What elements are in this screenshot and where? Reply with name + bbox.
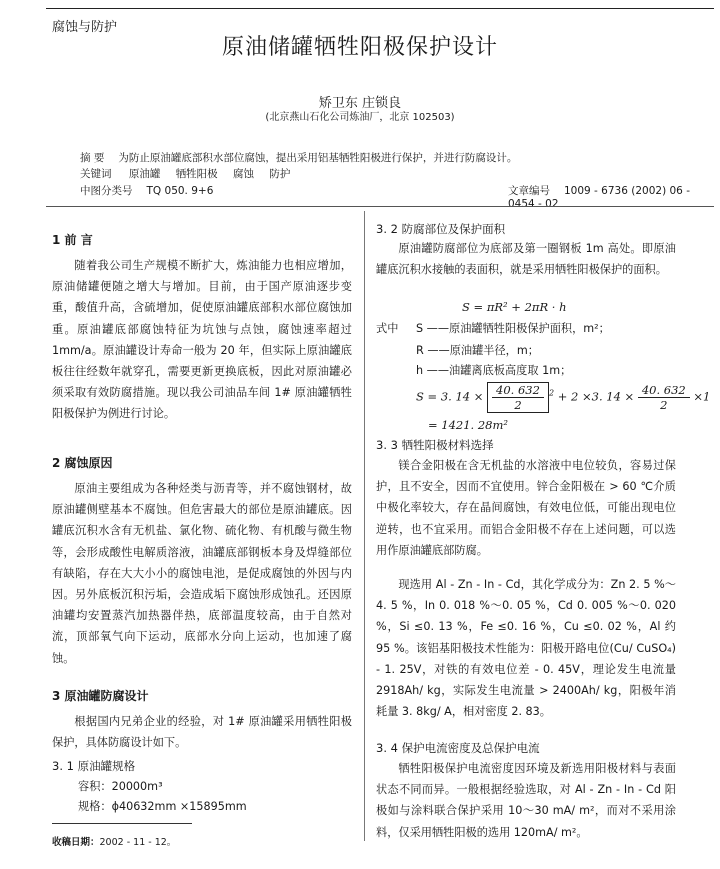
keyword: 原油罐 bbox=[128, 168, 161, 180]
subsection-heading: 3. 4 保护电流密度及总保护电流 bbox=[376, 741, 540, 755]
header-rule bbox=[46, 206, 714, 207]
volume-label: 容积： bbox=[78, 780, 112, 793]
clc-number bbox=[80, 183, 213, 198]
keywords bbox=[80, 166, 302, 181]
section-heading: 1 前 言 bbox=[52, 233, 93, 247]
tank-spec bbox=[78, 798, 247, 814]
keyword: 牺牲阳极 bbox=[175, 168, 218, 180]
section-paragraph: 牺牲阳极保护电流密度因环境及新选用阳极材料与表面状态不同而异。一般根据经验选取，对 Al - Zn - In - Cd 阳极如与涂料联合保护采用 10～30 mA/ m²，而对不采用涂料，仅采用牺牲阳极的选用 120mA/ m²。 bbox=[376, 762, 676, 839]
calc-denominator: 2 bbox=[660, 398, 668, 412]
spec-value: ϕ40632mm ×15895mm bbox=[111, 800, 247, 813]
calc-fraction bbox=[638, 383, 690, 412]
section-paragraph: 原油主要组成为各种烃类与沥青等，并不腐蚀钢材，故原油罐侧壁基本不腐蚀。但危害最大的部位是原油罐底。因罐底沉积水含有无机盐、氯化物、硫化物、有机酸与微生物等，会形成酸性电解质溶液，油罐底部钢板本身及焊缝部位有缺陷，存在大大小小的腐蚀电池，是促成腐蚀的外因与内因。另外底板沉积污垢，会造成垢下腐蚀形成蚀孔。还因原油罐均安置蒸汽加热器伴热，底部温度较高，由于自然对流，顶部氧气向下运动，底部水分向上运动，也加速了腐蚀。 bbox=[52, 482, 352, 665]
section-paragraph: 随着我公司生产规模不断扩大，炼油能力也相应增加，原油储罐便随之增大与增加。目前，由于国产原油逐步变重，酸值升高，含硫增加，促使原油罐底部积水部位腐蚀加重。原油罐底部腐蚀特征为坑蚀与点蚀，腐蚀速率超过 1mm/a。原油罐设计寿命一般为 20 年，但实际上原油罐底板往往经数年就穿孔，需要更新更换底板，因此对原油罐必须采取有效防腐措施。现以我公司油品车间 1# 原油罐牺牲阳极保护为例进行讨论。 bbox=[52, 259, 352, 421]
calc-prefix: S = 3. 14 × bbox=[416, 389, 484, 404]
where-h: h ——油罐离底板高度取 1m； bbox=[416, 364, 572, 377]
abstract bbox=[80, 150, 700, 165]
section-heading: 2 腐蚀原因 bbox=[52, 456, 113, 470]
article-value: 1009 - 6736 (2002) 06 - 0454 - 02 bbox=[508, 185, 690, 210]
received-date bbox=[52, 834, 176, 848]
clc-value: TQ 050. 9+6 bbox=[146, 185, 214, 197]
tank-volume bbox=[78, 778, 163, 794]
affiliation: (北京燕山石化公司炼油厂，北京 102503) bbox=[265, 112, 455, 123]
column-divider bbox=[364, 211, 365, 841]
footnote-rule bbox=[52, 823, 192, 824]
area-formula: S = πR² + 2πR · h bbox=[462, 300, 567, 314]
calc-numerator: 40. 632 bbox=[492, 383, 544, 398]
abstract-text: 为防止原油罐底部积水部位腐蚀，提出采用铝基牺牲阳极进行保护，并进行防腐设计。 bbox=[118, 152, 518, 164]
section-paragraph: 镁合金阳极在含无机盐的水溶液中电位较负，容易过保护，且不安全，因而不宜使用。锌合金阳极在 > 60 ℃介质中极化率较大，存在晶间腐蚀，有效电位低，可能出现电位逆转，也不宜采用。而铝合金阳极不存在上述问题，可以选用作原油罐底部防腐。 bbox=[376, 459, 676, 557]
volume-value: 20000m³ bbox=[111, 780, 163, 793]
keyword: 防护 bbox=[269, 168, 291, 180]
section-paragraph: 根据国内兄弟企业的经验，对 1# 原油罐采用牺牲阳极保护，具体防腐设计如下。 bbox=[52, 715, 352, 750]
received-value: 2002 - 11 - 12。 bbox=[99, 837, 177, 848]
section-paragraph: 原油罐防腐部位为底部及第一圈钢板 1m 高处。即原油罐底沉积水接触的表面积，就是采用牺牲阳极保护的面积。 bbox=[376, 242, 676, 277]
running-title: 腐蚀与防护 bbox=[52, 20, 118, 35]
received-label: 收稿日期： bbox=[52, 837, 100, 848]
calc-denominator: 2 bbox=[514, 398, 522, 412]
keyword: 腐蚀 bbox=[233, 168, 255, 180]
clc-label: 中图分类号 bbox=[80, 185, 133, 197]
area-calculation: S = 3. 14 × $\frac{40. 632}{2}$ $^2$ + 2 ×3. 14 × $\frac{40. 632}{2}$ ×1 bbox=[416, 383, 711, 412]
abstract-label: 摘 要 bbox=[80, 152, 105, 164]
where-s: S ——原油罐牺牲阳极保护面积，m²； bbox=[416, 322, 610, 335]
section-paragraph: 现选用 Al - Zn - In - Cd，其化学成分为：Zn 2. 5 %～4. 5 %，In 0. 018 %～0. 05 %，Cd 0. 005 %～0. 020 %，Si ≤0. 13 %，Fe ≤0. 16 %，Cu ≤0. 02 %，Al 约 95 %。该铝基阳极技术性能为：阳极开路电位(Cu/ CuSO₄) - 1. 25V，对铁的有效电位差 - 0. 45V，理论发生电流量 2918Ah/ kg，实际发生电流量 > 2400Ah/ kg，阳极年消耗量 3. 8kg/ A，相对密度 2. 83。 bbox=[376, 578, 676, 719]
article-label: 文章编号 bbox=[508, 185, 550, 197]
keywords-label: 关键词 bbox=[80, 168, 112, 180]
top-rule bbox=[46, 8, 714, 9]
authors: 矫卫东 庄锁良 bbox=[318, 96, 402, 111]
section-heading: 3 原油罐防腐设计 bbox=[52, 689, 149, 703]
page-title: 原油储罐牺牲阳极保护设计 bbox=[221, 35, 498, 60]
calc-middle: + 2 ×3. 14 × bbox=[557, 389, 635, 404]
subsection-heading: 3. 1 原油罐规格 bbox=[52, 759, 136, 773]
calc-numerator: 40. 632 bbox=[638, 383, 690, 398]
subsection-heading: 3. 3 牺牲阳极材料选择 bbox=[376, 438, 494, 452]
spec-label: 规格： bbox=[78, 800, 112, 813]
calc-fraction-squared bbox=[487, 382, 549, 413]
where-label: 式中 bbox=[376, 322, 399, 335]
calc-tail: ×1 bbox=[693, 389, 711, 404]
where-r: R ——原油罐半径，m； bbox=[416, 344, 539, 357]
subsection-heading: 3. 2 防腐部位及保护面积 bbox=[376, 222, 506, 236]
calc-result: = 1421. 28m² bbox=[428, 418, 509, 432]
